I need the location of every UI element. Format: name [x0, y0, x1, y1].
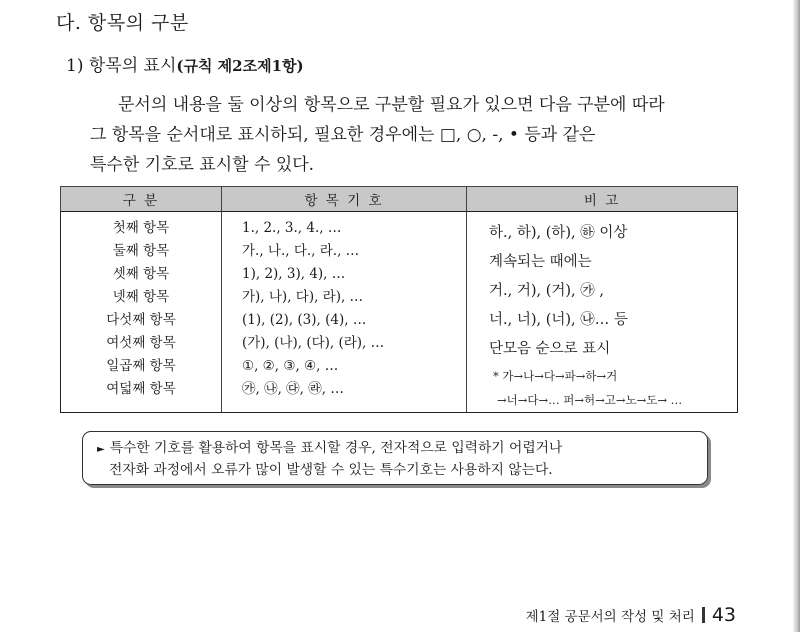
- header-classification: 구 분: [61, 187, 222, 212]
- note-line: 전자화 과정에서 오류가 많이 발생할 수 있는 특수기호는 사용하지 않는다.: [109, 462, 553, 478]
- remarks-line: 거., 거), (거), ㉮ ,: [489, 283, 604, 299]
- item-symbol-table: [60, 186, 738, 413]
- footer-divider: [702, 607, 705, 623]
- item-symbol-column: [222, 212, 467, 413]
- body-paragraph: [90, 90, 740, 180]
- item-name: 셋째 항목: [112, 266, 170, 282]
- item-name: 첫째 항목: [112, 220, 170, 236]
- header-item-symbols: 항 목 기 호: [222, 187, 467, 212]
- paragraph-line: 특수한 기호로 표시할 수 있다.: [90, 155, 315, 175]
- sequence-example-continued: →너→다→… 퍼→허→고→노→도→ …: [497, 393, 683, 407]
- caution-note-box: [82, 431, 708, 485]
- table-header-row: [61, 187, 738, 212]
- remarks-line: 너., 너), (너), ㉯… 등: [489, 312, 628, 328]
- page-edge-shadow: [793, 0, 800, 632]
- remarks-line: 계속되는 때에는: [489, 254, 592, 270]
- item-symbols: 가., 나., 다., 라., …: [242, 243, 360, 259]
- item-name: 넷째 항목: [112, 289, 170, 305]
- item-symbols: 1., 2., 3., 4., …: [242, 220, 342, 236]
- remarks-column: [467, 212, 738, 413]
- item-symbols: (가), (나), (다), (라), …: [242, 335, 385, 351]
- item-name: 일곱째 항목: [106, 358, 176, 374]
- item-name: 여섯째 항목: [106, 335, 176, 351]
- page-footer: [526, 604, 736, 626]
- footer-chapter: 제1절 공문서의 작성 및 처리: [525, 609, 695, 625]
- note-line: 특수한 기호를 활용하여 항목을 표시할 경우, 전자적으로 입력하기 어렵거나: [109, 440, 563, 456]
- item-name-column: [61, 212, 222, 413]
- item-symbols: ①, ②, ③, ④, …: [242, 358, 339, 374]
- remarks-line: 하., 하), (하), ㉻ 이상: [489, 225, 628, 241]
- item-symbols: (1), (2), (3), (4), …: [242, 312, 367, 328]
- subsection-heading: [66, 51, 304, 76]
- header-remarks: 비 고: [467, 187, 738, 212]
- item-symbols: 가), 나), 다), 라), …: [242, 289, 364, 305]
- sequence-example: * 가→나→다→파→하→거: [493, 369, 618, 383]
- subsection-rule-reference: (규칙 제2조제1항): [176, 57, 304, 75]
- section-heading: 다. 항목의 구분: [56, 12, 189, 34]
- item-name: 다섯째 항목: [106, 312, 176, 328]
- table-body-row: [61, 212, 738, 413]
- item-symbols: ㉮, ㉯, ㉰, ㉱, …: [242, 381, 344, 397]
- subsection-title: 1) 항목의 표시: [66, 56, 177, 76]
- page-number: 43: [711, 604, 736, 626]
- item-symbols: 1), 2), 3), 4), …: [242, 266, 346, 282]
- remarks-line: 단모음 순으로 표시: [489, 341, 611, 357]
- item-name: 둘째 항목: [112, 243, 170, 259]
- item-name: 여덟째 항목: [106, 381, 176, 397]
- paragraph-line: 그 항목을 순서대로 표시하되, 필요한 경우에는 □, ○, -, • 등과 같은: [90, 125, 596, 145]
- paragraph-line: 문서의 내용을 둘 이상의 항목으로 구분할 필요가 있으면 다음 구분에 따라: [118, 95, 665, 115]
- triangle-bullet-icon: ►: [97, 444, 105, 455]
